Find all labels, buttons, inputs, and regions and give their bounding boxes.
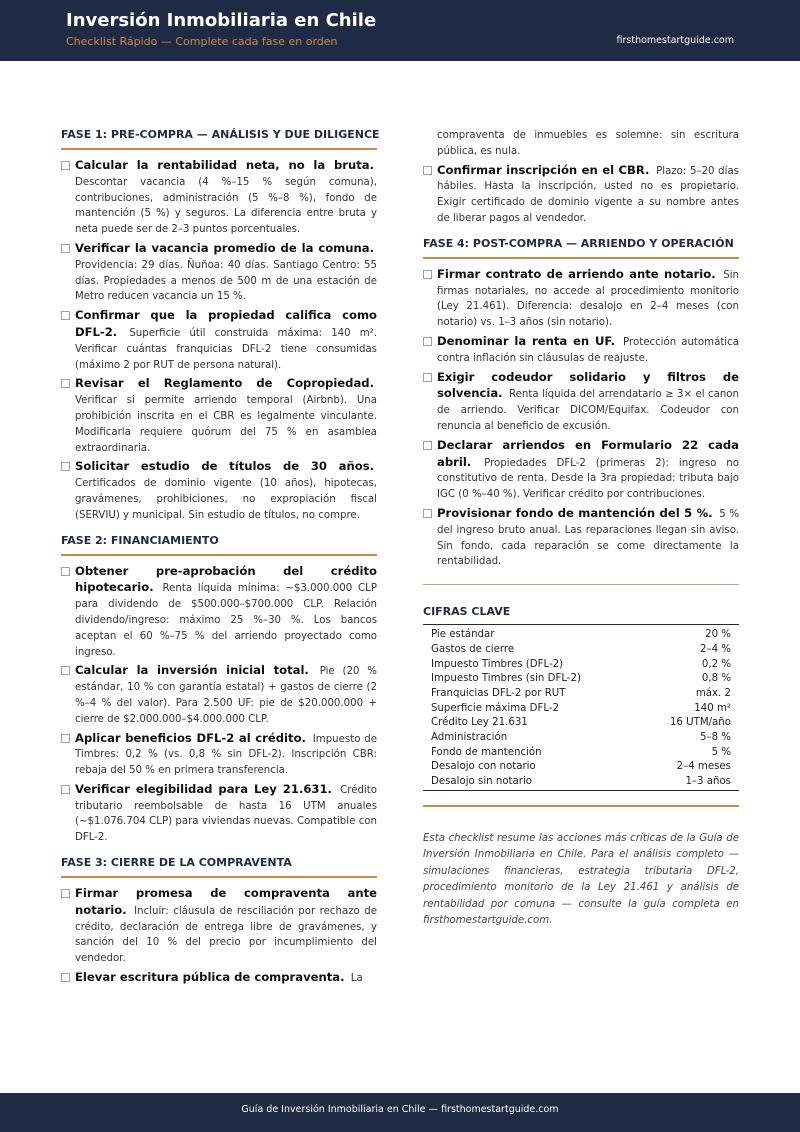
- item-text: Superficie útil construida máxima: 140 m². Verificar cuántas franquicias DFL-2 tiene consumidas (máximo 2 por RUT de persona natural).: [75, 327, 377, 371]
- phase-2-section: [61, 534, 377, 847]
- header-bar: [0, 0, 800, 61]
- cifra-value: 1–3 años: [685, 776, 731, 788]
- checkbox-icon[interactable]: [61, 311, 70, 320]
- checkbox-icon[interactable]: [61, 462, 70, 471]
- item-text: Plazo: 5–20 días hábiles. Hasta la inscripción, usted no es propietario. Exigir certificado de dominio vigente a su nombre antes de liberar pagos al vendedor.: [437, 165, 739, 224]
- phase-4-section: [423, 237, 739, 570]
- cifra-value: 5 %: [711, 746, 731, 758]
- table-row: [423, 775, 739, 790]
- item-text: Sin firmas notariales, no accede al procedimiento monitorio (Ley 21.461). Diferencia: desalojo en 2–4 meses (con notario) vs. 1–3 años (sin notario).: [437, 269, 739, 329]
- checkbox-icon[interactable]: [423, 441, 432, 450]
- cifra-label: Crédito Ley 21.631: [431, 717, 528, 729]
- table-row: [423, 716, 739, 731]
- right-column: [423, 128, 739, 930]
- item-lead: Confirmar inscripción en el CBR.: [437, 162, 650, 177]
- cifra-label: Impuesto Timbres (DFL-2): [431, 658, 564, 670]
- cifra-value: máx. 2: [695, 687, 731, 699]
- cifra-label: Franquicias DFL-2 por RUT: [431, 687, 566, 699]
- table-row: [423, 672, 739, 687]
- item-text: Pie (20 % estándar, 10 % con garantía estatal) + gastos de cierre (2 %–4 % del valor). Para 2.500 UF: pie de $20.000.000 + cierre de $2.000.000–$4.000.000 CLP.: [75, 666, 377, 725]
- checkbox-icon[interactable]: [61, 567, 70, 576]
- checkbox-icon[interactable]: [423, 509, 432, 518]
- checkbox-icon[interactable]: [61, 889, 70, 898]
- table-row: [423, 628, 739, 643]
- item-lead: Elevar escritura pública de compraventa.: [75, 970, 345, 985]
- item-text: Certificados de dominio vigente (10 años), hipotecas, gravámenes, prohibiciones, no expropiación fiscal (SERVIU) y municipal. Sin estudio de títulos, no compre.: [75, 478, 377, 521]
- item-lead: Declarar arriendos en Formulario 22 cada abril.: [437, 437, 739, 469]
- section-divider: [423, 805, 739, 807]
- checklist-item: [61, 731, 377, 779]
- item-lead: Calcular la inversión inicial total.: [75, 663, 309, 678]
- item-text: Incluir: cláusula de resciliación por rechazo de crédito, declaración de entrega libre de gravámenes, y sanción del 10 % del precio por incumplimiento del vendedor.: [75, 905, 377, 965]
- cifra-label: Desalojo sin notario: [431, 776, 533, 788]
- item-text: Descontar vacancia (4 %–15 % según comuna), contribuciones, administración (5 %–8 %), fondo de mantención (5 %) y seguros. La diferencia entre bruta y neta puede ser de 2–3 puntos porcentuales.: [75, 176, 377, 236]
- cifra-label: Impuesto Timbres (sin DFL-2): [431, 673, 581, 685]
- cifra-value: 16 UTM/año: [669, 717, 731, 729]
- phase-3-title: FASE 3: CIERRE DE LA COMPRAVENTA: [61, 856, 377, 878]
- checklist-item: [61, 376, 377, 456]
- checklist-item: [61, 241, 377, 305]
- item-lead: Denominar la renta en UF.: [437, 333, 616, 348]
- table-row: [423, 658, 739, 673]
- checkbox-icon[interactable]: [423, 270, 432, 279]
- item-lead: Verificar la vacancia promedio de la comuna.: [75, 240, 374, 255]
- table-row: [423, 731, 739, 746]
- item-lead: Exigir codeudor solidario y filtros de solvencia.: [437, 369, 739, 401]
- cifras-title: CIFRAS CLAVE: [423, 605, 739, 625]
- cifra-value: 140 m²: [694, 702, 731, 714]
- checkbox-icon[interactable]: [61, 734, 70, 743]
- phase-4-title: FASE 4: POST-COMPRA — ARRIENDO Y OPERACIÓN: [423, 237, 739, 259]
- item-lead: Aplicar beneficios DFL-2 al crédito.: [75, 730, 306, 745]
- cifra-label: Pie estándar: [431, 629, 495, 641]
- left-column: [61, 128, 380, 997]
- item-lead: Solicitar estudio de títulos de 30 años.: [75, 459, 374, 474]
- checkbox-icon[interactable]: [61, 666, 70, 675]
- page-title: Inversión Inmobiliaria en Chile: [66, 10, 377, 31]
- phase-1-title: FASE 1: PRE-COMPRA — ANÁLISIS Y DUE DILIGENCE: [61, 128, 377, 150]
- checklist-item: [423, 506, 739, 570]
- cifra-value: 2–4 meses: [676, 761, 731, 773]
- item-text: Providencia: 29 días. Ñuñoa: 40 días. Santiago Centro: 55 días. Propiedades a menos de 500 m de una estación de Metro reducen vacancia un 15 %.: [75, 259, 377, 303]
- checkbox-icon[interactable]: [61, 161, 70, 170]
- cifra-label: Gastos de cierre: [431, 643, 515, 655]
- checkbox-icon[interactable]: [423, 337, 432, 346]
- table-row: [423, 643, 739, 658]
- checklist-item: [423, 334, 739, 367]
- checklist-item: [61, 782, 377, 846]
- item-text: 5 % del ingreso bruto anual. Las reparaciones llegan sin aviso. Sin fondo, cada reparación se come directamente la rentabilidad.: [437, 508, 740, 568]
- table-row: [423, 760, 739, 775]
- phase-2-title: FASE 2: FINANCIAMIENTO: [61, 534, 377, 556]
- item-lead: Provisionar fondo de mantención del 5 %.: [437, 505, 713, 520]
- cifras-clave-panel: [423, 605, 739, 791]
- checkbox-icon[interactable]: [61, 785, 70, 794]
- cifra-value: 5–8 %: [700, 732, 731, 744]
- footer-bar: [0, 1093, 800, 1132]
- item-text: Protección automática contra inflación sin cláusulas de reajuste.: [437, 336, 739, 364]
- item-text: Verificar si permite arriendo temporal (Airbnb). Una prohibición inscrita en el CBR es legalmente vinculante. Modificarla requiere quórum del 75 % en asamblea extraordinaria.: [75, 395, 377, 454]
- item-lead: Revisar el Reglamento de Copropiedad.: [75, 376, 374, 391]
- checkbox-icon[interactable]: [61, 973, 70, 982]
- footer-text: Guía de Inversión Inmobiliaria en Chile — firsthomestartguide.com: [241, 1104, 559, 1115]
- table-row: [423, 746, 739, 761]
- cifra-label: Administración: [431, 732, 508, 744]
- checklist-item: [423, 438, 739, 503]
- item-lead: Obtener pre-aprobación del crédito hipotecario.: [75, 563, 377, 595]
- item-text: Renta líquida mínima: ~$3.000.000 CLP para dividendo de $500.000–$700.000 CLP. Relación dividendo/ingreso: máximo 25 %–30 %. Los bancos aceptan el 60 %–75 % del arriendo proyectado como ingreso.: [75, 583, 377, 658]
- phase-3-section: [61, 856, 377, 987]
- checkbox-icon[interactable]: [423, 166, 432, 175]
- item-text: Propiedades DFL-2 (primeras 2): ingreso no constitutivo de renta. Desde la 3ra propiedad: tributa bajo IGC (0 %–40 %). Verificar crédito por contribuciones.: [437, 457, 739, 501]
- checklist-item: [423, 267, 739, 331]
- checklist-item: [61, 459, 377, 523]
- header-site-link[interactable]: firsthomestartguide.com: [616, 35, 734, 46]
- checklist-item: [61, 564, 377, 661]
- item-lead: Firmar contrato de arriendo ante notario.: [437, 266, 716, 281]
- section-divider: [423, 584, 739, 585]
- checklist-item: [61, 158, 377, 238]
- cifra-value: 2–4 %: [700, 643, 731, 655]
- item-lead: Firmar promesa de compraventa ante notario.: [75, 886, 377, 917]
- cifra-label: Superficie máxima DFL-2: [431, 702, 559, 714]
- checklist-item: [423, 163, 739, 227]
- checklist-item: [61, 308, 377, 373]
- checklist-item: [61, 886, 377, 967]
- closing-note: Esta checklist resume las acciones más críticas de la Guía de Inversión Inmobiliaria en Chile. Para el análisis completo — simulaciones financieras, estrategia tributaria DFL-2, procedimiento monitorio de la Ley 21.461 y análisis de rentabilidad por comuna — consulte la guía completa en firsthomestartguide.com.: [423, 832, 739, 927]
- cifra-value: 0,2 %: [701, 658, 731, 670]
- cifra-label: Fondo de mantención: [431, 746, 542, 758]
- cifra-label: Desalojo con notario: [431, 761, 536, 773]
- table-row: [423, 687, 739, 702]
- item-text: Crédito tributario reembolsable de hasta 16 UTM anuales (~$1.076.704 CLP) para viviendas nuevas. Compatible con DFL-2.: [75, 784, 377, 844]
- page-subtitle: Checklist Rápido — Complete cada fase en orden: [66, 35, 338, 48]
- item-text: Renta líquida del arrendatario ≥ 3× el canon de arriendo. Verificar DICOM/Equifax. Codeudor con renuncia al beneficio de excusión.: [437, 389, 739, 432]
- item-text: La: [350, 973, 363, 985]
- checklist-item: [61, 663, 377, 727]
- cifra-value: 20 %: [705, 629, 731, 641]
- item-lead: Verificar elegibilidad para Ley 21.631.: [75, 781, 332, 796]
- item-lead: Calcular la rentabilidad neta, no la bruta.: [75, 158, 374, 172]
- checklist-item: [61, 970, 377, 987]
- cifra-value: 0,8 %: [701, 673, 731, 685]
- checklist-item: [423, 370, 739, 435]
- checkbox-icon[interactable]: [423, 373, 432, 382]
- item-text-continuation: compraventa de inmuebles es solemne: sin escritura pública, es nula.: [437, 130, 739, 157]
- checkbox-icon[interactable]: [61, 379, 70, 388]
- phase-1-section: [61, 128, 380, 524]
- table-row: [423, 702, 739, 717]
- cifras-table: [423, 628, 739, 791]
- checkbox-icon[interactable]: [61, 244, 70, 253]
- item-lead: Confirmar que la propiedad califica como DFL-2.: [75, 308, 377, 339]
- item-text: Impuesto de Timbres: 0,2 % (vs. 0,8 % sin DFL-2). Inscripción CBR: rebaja del 50 % en primera transferencia.: [75, 733, 377, 777]
